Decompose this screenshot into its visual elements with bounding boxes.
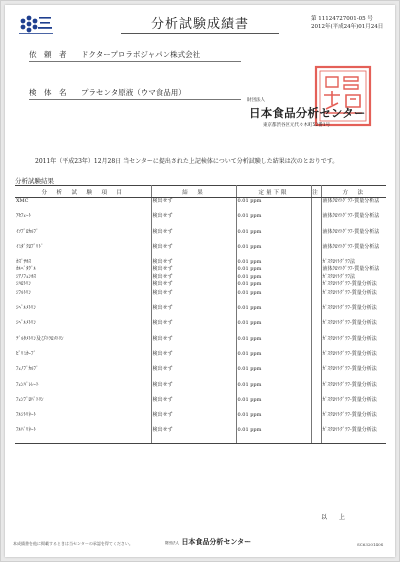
- cell-item: ﾌｪﾝﾊﾞﾚﾚｰﾄ: [15, 382, 151, 397]
- cell-limit: 0.01 ppm: [236, 244, 311, 259]
- issuer-address: 東京都渋谷区元代々木町52番1号: [263, 123, 331, 128]
- cell-method: ｶﾞｽｸﾛﾏﾄｸﾞﾗﾌ-質量分析法: [321, 427, 386, 443]
- cell-result: 検出せず 検出せず: [151, 274, 236, 289]
- cell-result: 検出せず 検出せず: [151, 259, 236, 274]
- document-meta: [311, 15, 383, 31]
- table-row: [15, 397, 386, 412]
- cell-item: ｼｱﾉﾌｪﾝﾎｽ ｼﾊﾛﾄﾘﾝ: [15, 274, 151, 289]
- footer-logo-text: 日本食品分析センター: [181, 538, 252, 546]
- cell-result: 検出せず: [151, 320, 236, 335]
- table-row: [15, 274, 386, 289]
- cell-item: ﾋﾟﾘﾐｶｰﾌﾞ: [15, 351, 151, 366]
- cell-item: ｶｽﾞｻﾎｽ ｶﾙﾍﾞﾀｸﾞﾙ: [15, 259, 151, 274]
- document-date: 2012年(平成24年)01月24日: [311, 24, 384, 30]
- issuer-name: 日本食品分析センター: [249, 106, 366, 120]
- header-limit: 定量下限: [236, 186, 311, 198]
- client-underline: [29, 61, 241, 62]
- title-underline: [121, 33, 279, 34]
- cell-result: 検出せず: [151, 229, 236, 244]
- table-row: [15, 305, 386, 320]
- results-table: [15, 185, 386, 444]
- section-title: 分析試験結果: [15, 177, 54, 185]
- cell-limit: 0.01 ppm: [236, 305, 311, 320]
- cell-limit: 0.01 ppm 0.01 ppm: [236, 259, 311, 274]
- cell-note: [311, 320, 321, 335]
- cell-method: ｶﾞｽｸﾛﾏﾄｸﾞﾗﾌ-質量分析法: [322, 366, 377, 373]
- cell-note: [311, 244, 321, 259]
- table-row: [15, 427, 386, 443]
- cell-note: [311, 382, 321, 397]
- table-row: [15, 366, 386, 381]
- cell-item: XMC: [15, 198, 151, 214]
- cell-note: [311, 412, 321, 427]
- cell-note: [311, 259, 321, 274]
- cell-limit: 0.01 ppm: [236, 290, 311, 305]
- cell-limit: 0.01 ppm: [236, 382, 311, 397]
- cell-method: ｶﾞｽｸﾛﾏﾄｸﾞﾗﾌ-質量分析法: [322, 335, 377, 342]
- cell-result: 検出せず: [151, 427, 236, 443]
- table-row: [15, 290, 386, 305]
- header-result: 結 果: [151, 186, 236, 198]
- cell-item: ﾌｪﾝﾌﾟﾛﾊﾟﾄﾘﾝ: [15, 397, 151, 412]
- table-header-row: [15, 186, 386, 198]
- cell-method: ｶﾞｽｸﾛﾏﾄｸﾞﾗﾌ法 液体ｸﾛﾏﾄｸﾞﾗﾌ-質量分析法: [322, 259, 380, 273]
- table-row: [15, 412, 386, 427]
- cell-note: [311, 274, 321, 289]
- cell-limit: 0.01 ppm: [236, 351, 311, 366]
- cell-result: 検出せず: [151, 366, 236, 381]
- client-label: 依 頼 者: [29, 50, 67, 59]
- header-item: 分 析 試 験 項 目: [15, 186, 151, 198]
- cell-item: ﾌﾙﾊﾞﾘﾈｰﾄ: [15, 427, 151, 443]
- cell-result: 検出せず: [151, 244, 236, 259]
- cell-result: 検出せず: [151, 198, 236, 214]
- cell-note: [311, 336, 321, 351]
- document-page: [5, 5, 395, 557]
- header-note: 注: [311, 186, 321, 198]
- cell-method: ｶﾞｽｸﾛﾏﾄｸﾞﾗﾌ-質量分析法: [322, 289, 377, 296]
- closing-mark: 以 上: [321, 514, 349, 521]
- cell-note: [311, 366, 321, 381]
- cell-method: ｶﾞｽｸﾛﾏﾄｸﾞﾗﾌ-質量分析法: [322, 412, 377, 419]
- intro-text: 2011年（平成23年）12月28日 当センターに提出された上記検体について分析試験した結果は次のとおりです。: [35, 158, 339, 165]
- cell-item: ｼﾌﾙﾄﾘﾝ: [15, 290, 151, 305]
- sample-underline: [29, 99, 241, 100]
- cell-result: 検出せず: [151, 397, 236, 412]
- cell-limit: 0.01 ppm: [236, 198, 311, 214]
- table-row: [15, 229, 386, 244]
- cell-limit: 0.01 ppm: [236, 229, 311, 244]
- table-row: [15, 244, 386, 259]
- sample-label: 検 体 名: [29, 88, 67, 97]
- cell-result: 検出せず: [151, 213, 236, 228]
- cell-method: ｶﾞｽｸﾛﾏﾄｸﾞﾗﾌ-質量分析法: [322, 320, 377, 327]
- table-row: [15, 320, 386, 335]
- cell-item: ｼﾍﾟﾙﾒﾄﾘﾝ: [15, 320, 151, 335]
- cell-item: ｼﾍﾟﾙﾒﾄﾘﾝ: [15, 305, 151, 320]
- table-row: [15, 351, 386, 366]
- cell-result: 検出せず: [151, 382, 236, 397]
- cell-item: ｲﾐﾀﾞｸﾛﾌﾟﾘﾄﾞ: [15, 244, 151, 259]
- header-method: 方 法: [321, 186, 386, 198]
- cell-method: ｶﾞｽｸﾛﾏﾄｸﾞﾗﾌ法 ｶﾞｽｸﾛﾏﾄｸﾞﾗﾌ-質量分析法: [322, 274, 377, 288]
- cell-note: [311, 427, 321, 443]
- cell-note: [311, 351, 321, 366]
- cell-result: 検出せず: [151, 305, 236, 320]
- client-value: ドクタープロラボジャパン株式会社: [81, 50, 201, 59]
- cell-limit: 0.01 ppm: [236, 320, 311, 335]
- cell-note: [311, 305, 321, 320]
- cell-result: 検出せず: [151, 351, 236, 366]
- table-body: [15, 198, 386, 444]
- cell-item: ﾌﾙｼﾄﾘﾈｰﾄ: [15, 412, 151, 427]
- cell-limit: 0.01 ppm: [236, 366, 311, 381]
- cell-note: [311, 290, 321, 305]
- cell-method: ｶﾞｽｸﾛﾏﾄｸﾞﾗﾌ-質量分析法: [322, 305, 377, 312]
- cell-limit: 0.01 ppm 0.01 ppm: [236, 274, 311, 289]
- cell-item: ﾌｪﾉﾌﾞｶﾙﾌﾞ: [15, 366, 151, 381]
- table-row: [15, 259, 386, 274]
- table-row: [15, 198, 386, 214]
- cell-method: ｶﾞｽｸﾛﾏﾄｸﾞﾗﾌ-質量分析法: [322, 350, 377, 357]
- cell-method: ｶﾞｽｸﾛﾏﾄｸﾞﾗﾌ-質量分析法: [322, 381, 377, 388]
- issuer-label: 財団法人: [247, 98, 265, 103]
- document-number: 第 11124727001-05 号: [311, 16, 373, 22]
- cell-limit: 0.01 ppm: [236, 397, 311, 412]
- sample-value: プラセンタ原液（ウマ食品用）: [81, 88, 186, 97]
- cell-method: 液体ｸﾛﾏﾄｸﾞﾗﾌ-質量分析法: [322, 198, 380, 204]
- footer-code: SC6320140S: [357, 542, 384, 547]
- cell-method: 液体ｸﾛﾏﾄｸﾞﾗﾌ-質量分析法: [322, 213, 380, 220]
- cell-result: 検出せず: [151, 290, 236, 305]
- cell-note: [311, 229, 321, 244]
- cell-limit: 0.01 ppm: [236, 213, 311, 228]
- document-title: 分析試験成績書: [150, 17, 249, 32]
- cell-item: ｲｿﾌﾟﾛｶﾙﾌﾞ: [15, 229, 151, 244]
- cell-method: 液体ｸﾛﾏﾄｸﾞﾗﾌ-質量分析法: [322, 243, 380, 250]
- cell-limit: 0.01 ppm: [236, 412, 311, 427]
- cell-method: ｶﾞｽｸﾛﾏﾄｸﾞﾗﾌ-質量分析法: [322, 396, 377, 403]
- cell-item: ｱｾﾌｪｰﾄ: [15, 213, 151, 228]
- table-row: [15, 213, 386, 228]
- cell-limit: 0.01 ppm: [236, 336, 311, 351]
- cell-note: [311, 397, 321, 412]
- table-row: [15, 382, 386, 397]
- footer-note: 本成績書を他に掲載するときは当センターの承認を得てください。: [13, 541, 133, 546]
- footer-logo-label: 財団法人: [165, 541, 179, 545]
- cell-item: ﾃﾞﾙﾀﾒﾄﾘﾝ及びﾄﾗﾛﾒﾄﾘﾝ: [15, 336, 151, 351]
- cell-method: 液体ｸﾛﾏﾄｸﾞﾗﾌ-質量分析法: [322, 228, 380, 235]
- table-row: [15, 336, 386, 351]
- cell-note: [311, 213, 321, 228]
- cell-result: 検出せず: [151, 412, 236, 427]
- cell-note: [311, 198, 321, 214]
- footer-logo: [165, 537, 251, 547]
- cell-result: 検出せず: [151, 336, 236, 351]
- cell-limit: 0.01 ppm: [236, 427, 311, 443]
